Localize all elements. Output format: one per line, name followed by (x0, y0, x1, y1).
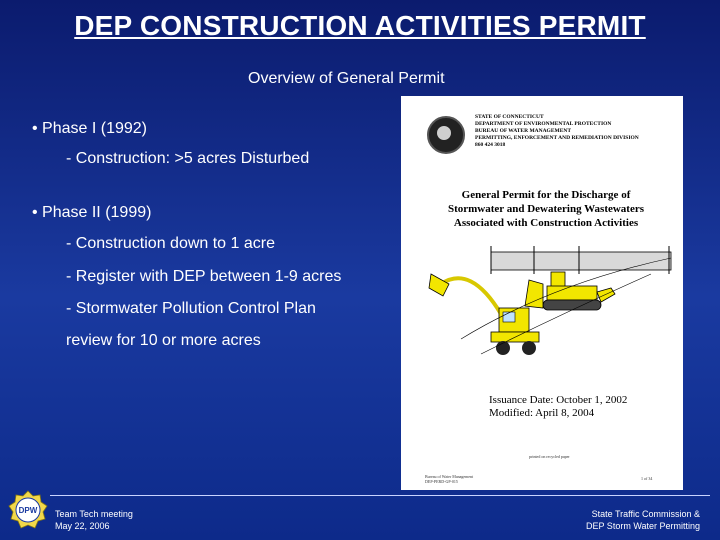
permit-document-image (401, 96, 683, 490)
footer-meeting-name: Team Tech meeting (55, 509, 133, 519)
document-page-number: 1 of 34 (641, 476, 653, 481)
construction-equipment-illustration (401, 244, 683, 374)
slide-subtitle: Overview of General Permit (248, 70, 445, 87)
ct-state-seal-icon (427, 116, 465, 154)
sub-bullet-construction-1-acre: - Construction down to 1 acre (66, 235, 275, 252)
footer-org-line1: State Traffic Commission & (591, 509, 700, 519)
sub-bullet-stormwater-plan: - Stormwater Pollution Control Plan (66, 300, 316, 317)
footer-presenter-info (586, 508, 700, 532)
issuance-date: Issuance Date: October 1, 2002 Modified: April 8, 2004 (489, 394, 628, 419)
sub-bullet-register-dep: - Register with DEP between 1-9 acres (66, 268, 342, 285)
slide-title: DEP CONSTRUCTION ACTIVITIES PERMIT (74, 10, 646, 41)
bullet-phase-2: • Phase II (1999) (32, 204, 152, 221)
footer-divider (50, 495, 710, 496)
recycled-paper-note: printed on recycled paper (529, 454, 570, 459)
document-header: STATE OF CONNECTICUT DEPARTMENT OF ENVIRONMENTAL PROTECTION BUREAU OF WATER MANAGEMENT PERMITTING, ENFORCEMENT AND REMEDIATION DIVISION 860 424 3018 (475, 114, 639, 148)
footer-meeting-date: May 22, 2006 (55, 521, 110, 531)
footer-meeting-info (55, 508, 133, 532)
document-title: General Permit for the Discharge of Stormwater and Dewatering Wastewaters Associated with Construction Activities (447, 189, 645, 229)
footer-org-line2: DEP Storm Water Permitting (585, 521, 700, 531)
bullet-phase-1: • Phase I (1992) (32, 120, 147, 137)
document-footer-left: Bureau of Water Management DEP-PERD-GP-015 (425, 474, 474, 484)
sub-bullet-stormwater-plan-cont: review for 10 or more acres (66, 332, 261, 349)
logo-text: DPW (18, 506, 38, 515)
dpw-logo-icon (8, 490, 48, 530)
sub-bullet-construction-5-acres: - Construction: >5 acres Disturbed (66, 150, 310, 167)
